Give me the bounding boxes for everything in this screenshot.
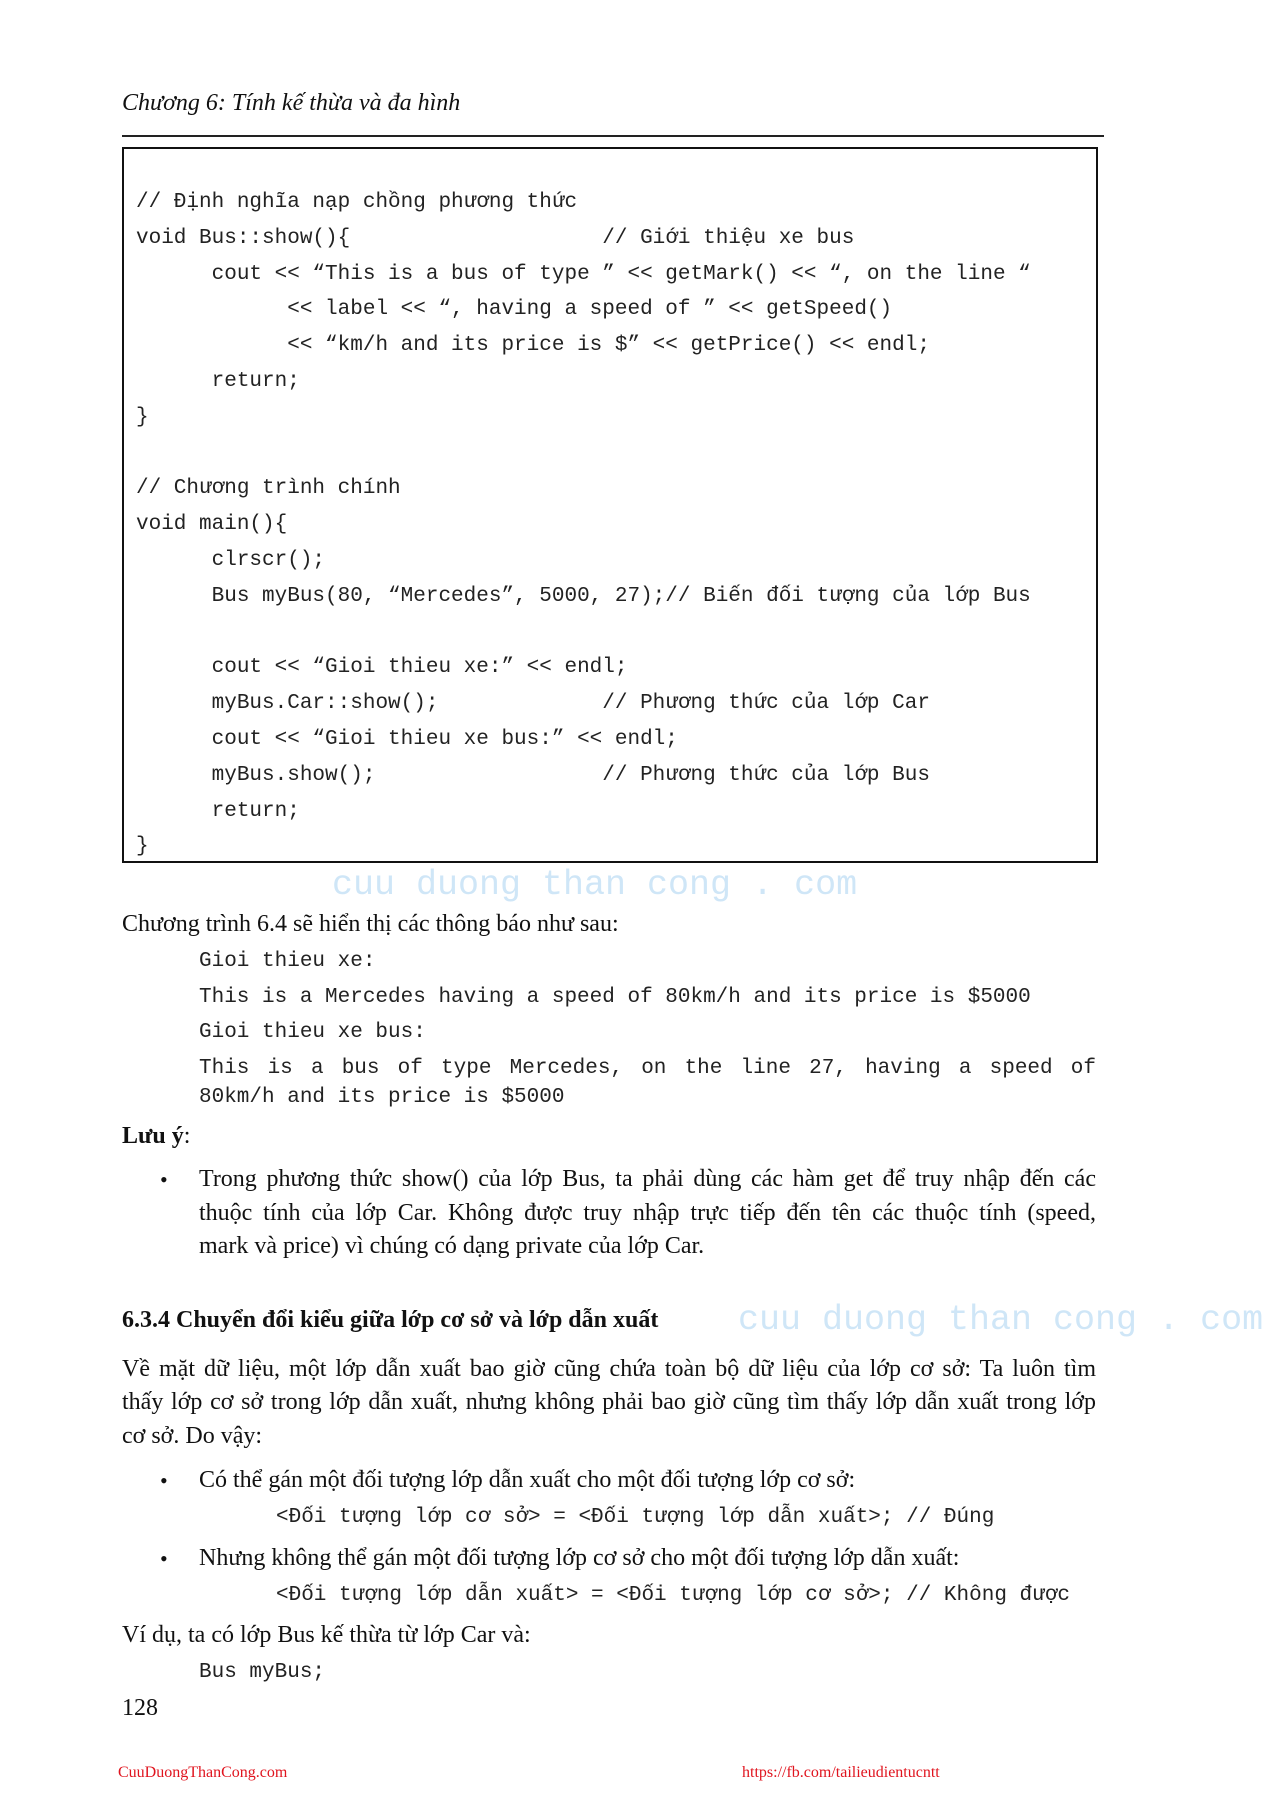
note-bullet-line: mark và price) vì chúng có dạng private của lớp Car.	[199, 1233, 705, 1259]
output-line: 80km/h and its price is $5000	[199, 1086, 565, 1109]
code-line: clrscr();	[136, 549, 326, 572]
paragraph-line: cơ sở. Do vậy:	[122, 1423, 263, 1449]
code-line: void Bus::show(){ // Giới thiệu xe bus	[136, 226, 855, 250]
page-number: 128	[122, 1695, 158, 1721]
bullet-text: Có thể gán một đối tượng lớp dẫn xuất cho một đối tượng lớp cơ sở:	[199, 1467, 856, 1493]
example-text: Ví dụ, ta có lớp Bus kế thừa từ lớp Car và:	[122, 1622, 531, 1648]
paragraph-line: Về mặt dữ liệu, một lớp dẫn xuất bao giờ cũng chứa toàn bộ dữ liệu của lớp cơ sở: Ta luôn tìm	[122, 1356, 1096, 1382]
intro-text: Chương trình 6.4 sẽ hiển thị các thông báo như sau:	[122, 911, 619, 937]
code-line: cout << “Gioi thieu xe:” << endl;	[136, 656, 628, 680]
output-line: This is a bus of type Mercedes, on the line 27, having a speed of	[199, 1057, 1096, 1080]
output-line: Gioi thieu xe:	[199, 950, 376, 973]
code-line: << label << “, having a speed of ” << getSpeed()	[136, 298, 893, 322]
bullet-text: Nhưng không thể gán một đối tượng lớp cơ sở cho một đối tượng lớp dẫn xuất:	[199, 1545, 960, 1571]
code-line: void main(){	[136, 513, 288, 537]
output-line: Gioi thieu xe bus:	[199, 1021, 426, 1044]
section-heading: 6.3.4 Chuyển đổi kiểu giữa lớp cơ sở và lớp dẫn xuất	[122, 1307, 659, 1333]
note-colon: :	[183, 1123, 191, 1149]
code-line: // Chương trình chính	[136, 477, 401, 501]
code-line: }	[136, 405, 149, 429]
code-line: // Định nghĩa nạp chồng phương thức	[136, 191, 578, 214]
chapter-header: Chương 6: Tính kế thừa và đa hình	[122, 90, 461, 116]
code-example: <Đối tượng lớp cơ sở> = <Đối tượng lớp dẫn xuất>; // Đúng	[276, 1506, 995, 1529]
footer-link-right[interactable]: https://fb.com/tailieudientucntt	[742, 1764, 940, 1781]
watermark-text: cuu duong than cong . com	[738, 1300, 1264, 1340]
code-line: Bus myBus(80, “Mercedes”, 5000, 27);// Biến đối tượng của lớp Bus	[136, 584, 1031, 608]
code-line: cout << “This is a bus of type ” << getMark() << “, on the line “	[136, 262, 1031, 286]
code-line: return;	[136, 799, 300, 823]
code-example: Bus myBus;	[199, 1661, 326, 1684]
note-bullet-line: thuộc tính của lớp Car. Không được truy nhập trực tiếp đến tên các thuộc tính (speed,	[199, 1200, 1096, 1226]
code-line: }	[136, 835, 149, 859]
bullet-icon: •	[160, 1468, 168, 1493]
code-line: cout << “Gioi thieu xe bus:” << endl;	[136, 728, 678, 751]
code-line: return;	[136, 370, 300, 393]
header-rule	[122, 135, 1104, 137]
note-label-text: Lưu ý	[122, 1123, 184, 1149]
code-line: << “km/h and its price is $” << getPrice() << endl;	[136, 334, 930, 358]
footer-link-left[interactable]: CuuDuongThanCong.com	[118, 1764, 288, 1781]
note-label	[122, 1123, 190, 1150]
note-bullet-line: Trong phương thức show() của lớp Bus, ta phải dùng các hàm get để truy nhập đến các	[199, 1166, 1096, 1192]
output-line: This is a Mercedes having a speed of 80km/h and its price is $5000	[199, 986, 1031, 1009]
paragraph-line: thấy lớp cơ sở trong lớp dẫn xuất, nhưng không phải bao giờ cũng tìm thấy lớp dẫn xuất trong lớp	[122, 1389, 1096, 1415]
bullet-icon: •	[160, 1546, 168, 1571]
bullet-icon: •	[160, 1167, 168, 1192]
code-block	[122, 147, 1098, 863]
code-example: <Đối tượng lớp dẫn xuất> = <Đối tượng lớp cơ sở>; // Không được	[276, 1584, 1070, 1607]
watermark-text: cuu duong than cong . com	[332, 865, 858, 905]
code-line: myBus.show(); // Phương thức của lớp Bus	[136, 763, 930, 787]
code-line: myBus.Car::show(); // Phương thức của lớp Car	[136, 692, 930, 716]
